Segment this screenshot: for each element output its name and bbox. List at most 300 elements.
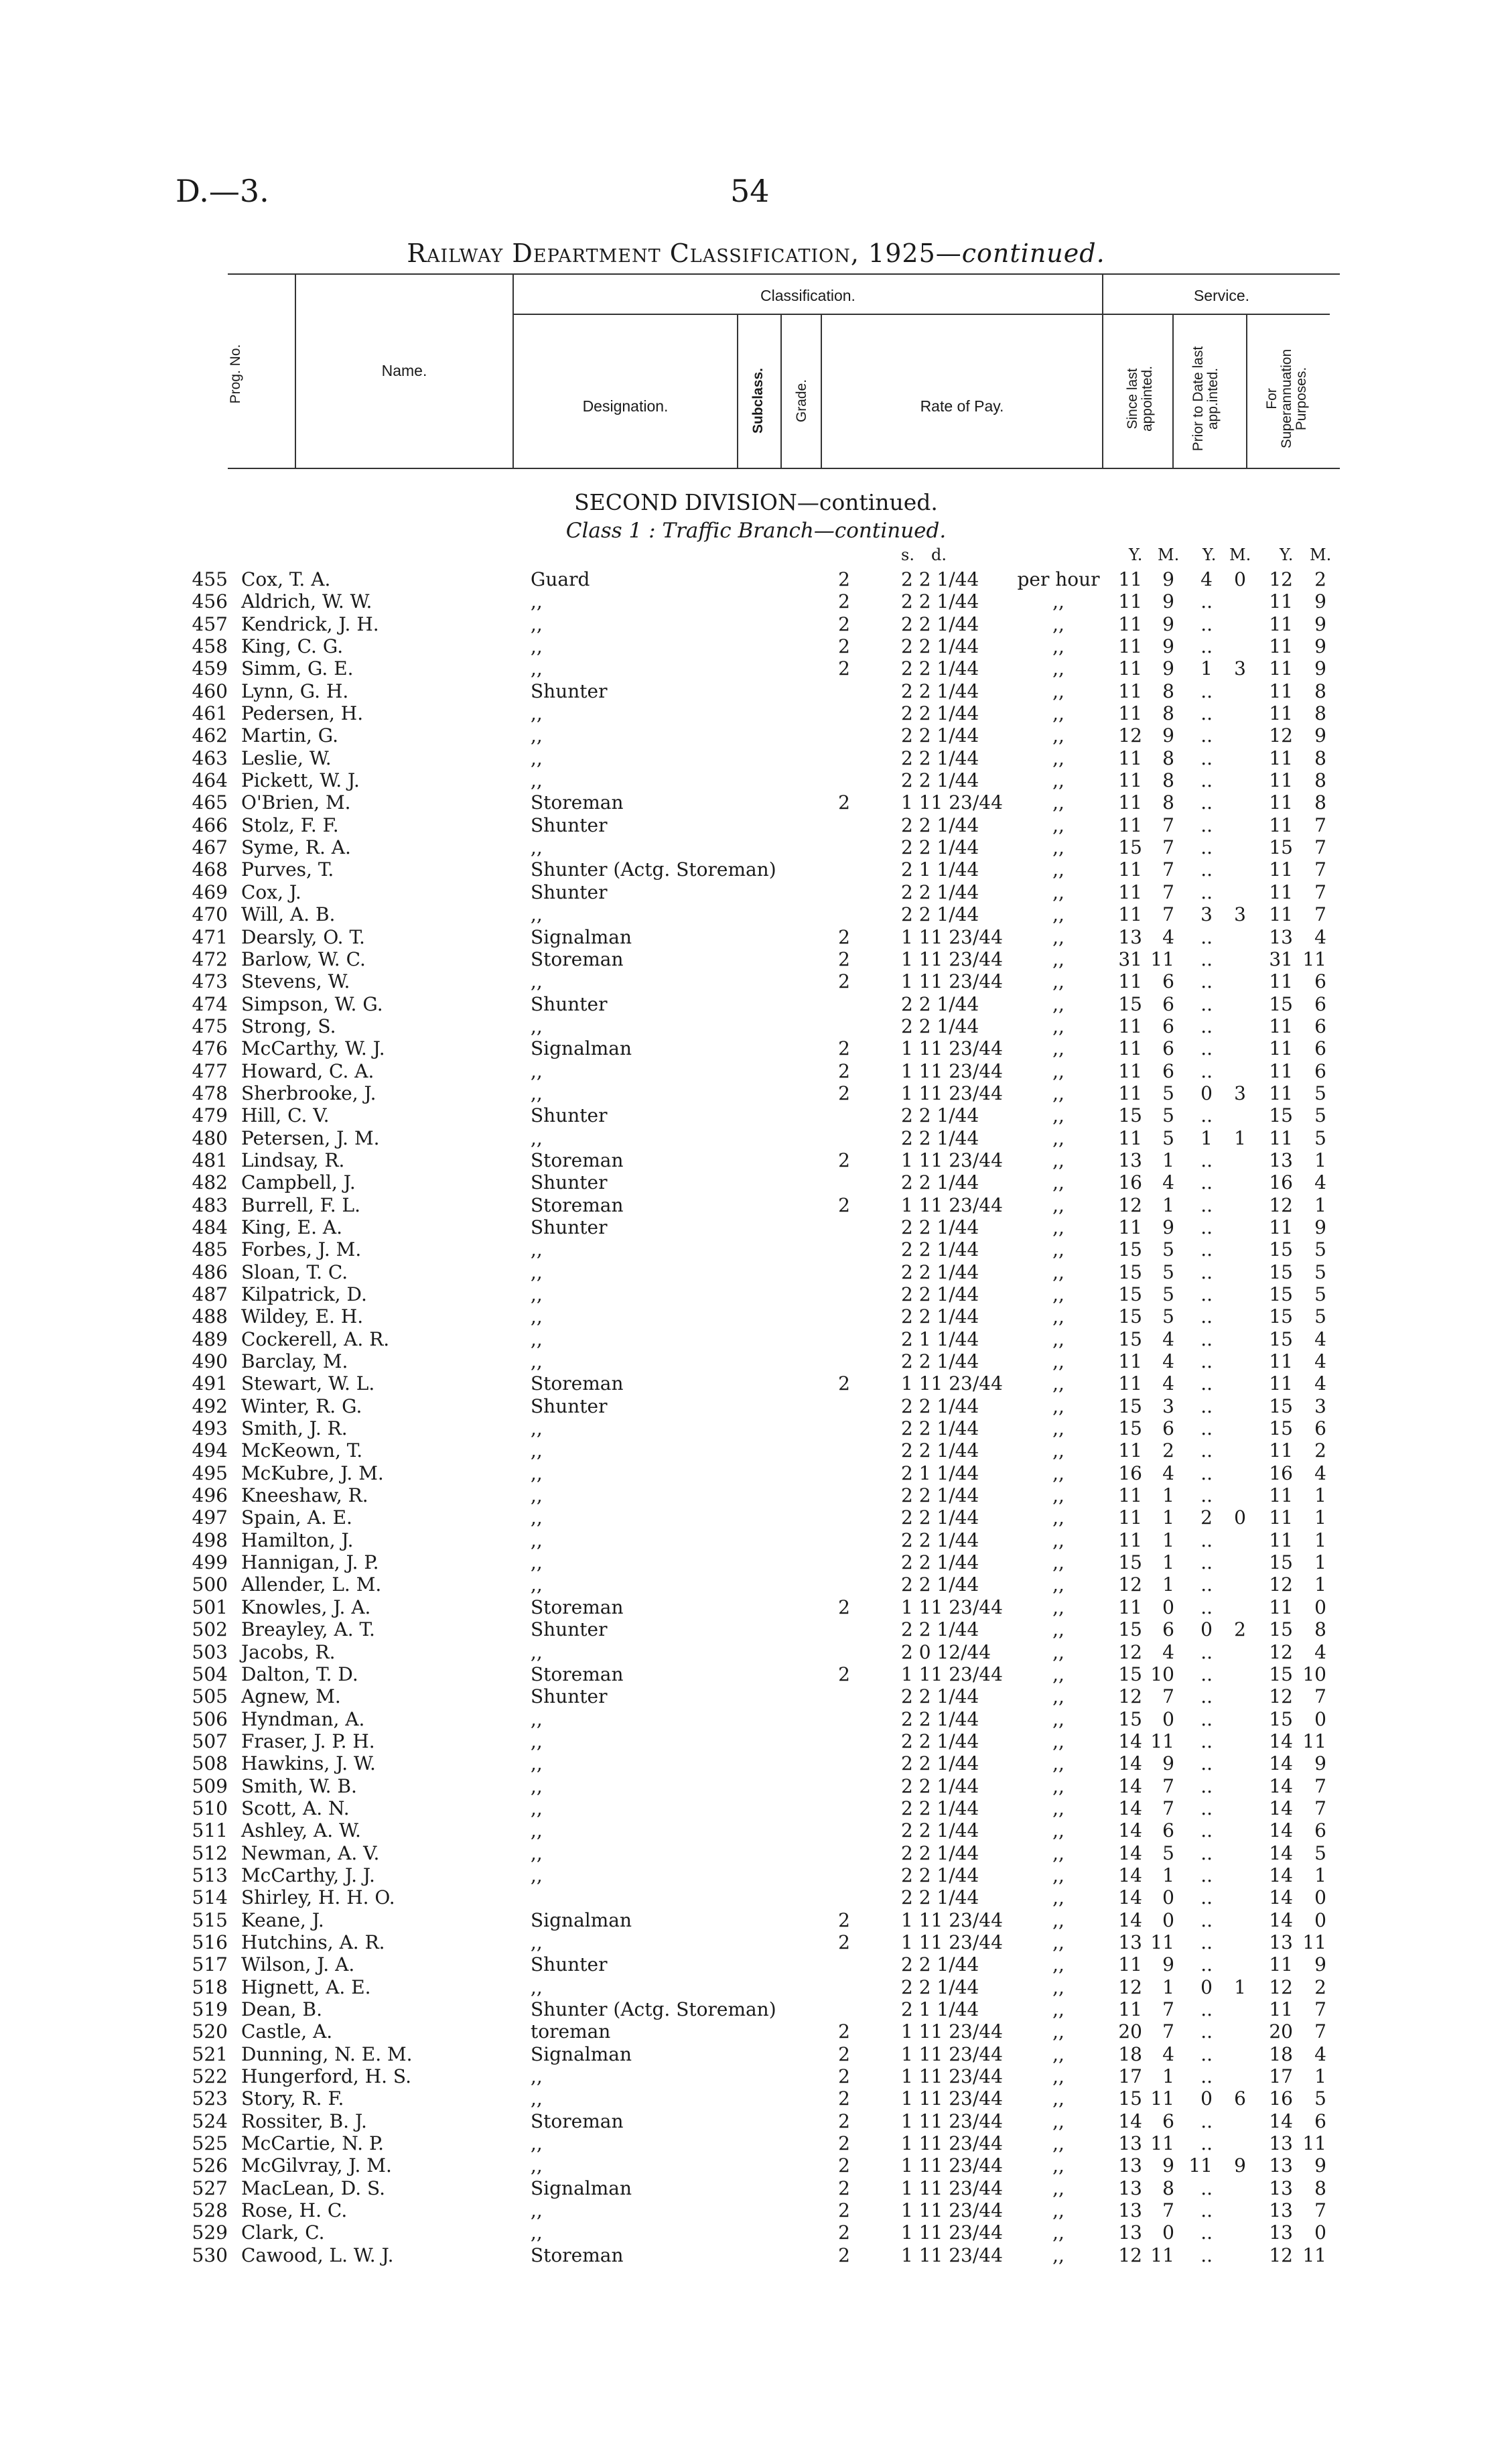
- pay-period: ,,: [1052, 1931, 1064, 1953]
- prior-years: 2: [1200, 1506, 1213, 1529]
- since-appointed-years: 11: [1118, 1126, 1142, 1149]
- since-appointed-years: 13: [1118, 2177, 1142, 2199]
- super-years: 11: [1269, 679, 1293, 702]
- prior-years: ..: [1200, 724, 1213, 747]
- since-appointed-months: 3: [1162, 1395, 1174, 1417]
- super-months: 4: [1314, 1640, 1326, 1663]
- pay-period: ,,: [1052, 1506, 1064, 1529]
- prior-years: ..: [1200, 836, 1213, 859]
- super-months: 8: [1314, 769, 1326, 792]
- super-years: 11: [1269, 1216, 1293, 1238]
- super-years: 13: [1269, 1149, 1293, 1171]
- employee-name: Winter, R. G.: [241, 1395, 362, 1417]
- table-row: [0, 1417, 1512, 1439]
- since-appointed-months: 7: [1162, 1797, 1174, 1819]
- pay-period: ,,: [1052, 2020, 1064, 2043]
- super-months: 11: [1302, 2244, 1326, 2266]
- since-appointed-years: 11: [1118, 1037, 1142, 1060]
- designation-header: Designation.: [582, 397, 669, 415]
- since-appointed-years: 11: [1118, 903, 1142, 926]
- employee-name: Cox, J.: [241, 881, 301, 903]
- employee-name: Martin, G.: [241, 724, 339, 747]
- super-years: 11: [1269, 590, 1293, 613]
- super-months: 4: [1314, 1171, 1326, 1194]
- prior-years: ..: [1200, 1484, 1213, 1507]
- employee-name: Hungerford, H. S.: [241, 2065, 411, 2088]
- super-months: 1: [1314, 1484, 1326, 1507]
- prog-no: 504: [192, 1663, 228, 1685]
- designation: ,,: [531, 903, 543, 926]
- employee-name: Shirley, H. H. O.: [241, 1886, 395, 1909]
- table-row: [0, 1462, 1512, 1484]
- table-row: [0, 1305, 1512, 1327]
- prior-months: 1: [1234, 1126, 1246, 1149]
- since-appointed-years: 11: [1118, 1596, 1142, 1618]
- name-header: Name.: [381, 362, 427, 379]
- super-months: 4: [1314, 2043, 1326, 2065]
- designation: Shunter (Actg. Storeman): [531, 858, 776, 881]
- designation: ,,: [531, 1417, 543, 1440]
- since-appointed-years: 15: [1118, 1327, 1142, 1350]
- rate-of-pay: 2 0 12/44: [901, 1640, 991, 1663]
- since-appointed-years: 11: [1118, 1015, 1142, 1037]
- super-months: 0: [1314, 1596, 1326, 1618]
- prior-years: ..: [1200, 590, 1213, 613]
- since-appointed-months: 8: [1162, 747, 1174, 769]
- unit-pence: d.: [931, 545, 947, 564]
- employee-name: Hannigan, J. P.: [241, 1551, 379, 1574]
- super-years: 13: [1269, 1931, 1293, 1953]
- since-appointed-years: 11: [1118, 1216, 1142, 1238]
- prior-years: ..: [1200, 1260, 1213, 1283]
- employee-name: Dunning, N. E. M.: [241, 2043, 413, 2065]
- table-row: [0, 2110, 1512, 2132]
- since-appointed-months: 9: [1162, 590, 1174, 613]
- super-months: 5: [1314, 2087, 1326, 2110]
- since-appointed-years: 14: [1118, 1752, 1142, 1775]
- pay-period: ,,: [1052, 1417, 1064, 1440]
- since-appointed-years: 13: [1118, 2221, 1142, 2244]
- super-years: 14: [1269, 2110, 1293, 2132]
- super-months: 9: [1314, 724, 1326, 747]
- employee-name: Dean, B.: [241, 1998, 323, 2020]
- table-row: [0, 1216, 1512, 1238]
- super-months: 5: [1314, 1082, 1326, 1104]
- super-years: 11: [1269, 1015, 1293, 1037]
- prog-no: 461: [192, 702, 228, 725]
- since-appointed-months: 6: [1162, 1417, 1174, 1440]
- prog-no: 460: [192, 679, 228, 702]
- designation: Shunter: [531, 1171, 608, 1194]
- header-divider: [1246, 314, 1247, 469]
- super-years: 12: [1269, 1193, 1293, 1216]
- designation: ,,: [531, 1059, 543, 1082]
- super-years: 11: [1269, 903, 1293, 926]
- subclass: 2: [838, 1037, 850, 1060]
- rate-of-pay: 2 2 1/44: [901, 1126, 979, 1149]
- table-row: [0, 1931, 1512, 1953]
- since-appointed-years: 12: [1118, 2244, 1142, 2266]
- pay-period: ,,: [1052, 2110, 1064, 2132]
- since-appointed-years: 13: [1118, 2132, 1142, 2155]
- super-years: 13: [1269, 2221, 1293, 2244]
- super-months: 2: [1314, 568, 1326, 590]
- employee-name: Smith, J. R.: [241, 1417, 348, 1440]
- prog-no: 486: [192, 1260, 228, 1283]
- prog-no: 479: [192, 1104, 228, 1127]
- header-divider: [780, 314, 782, 469]
- pay-period: ,,: [1052, 1462, 1064, 1484]
- prog-no: 518: [192, 1975, 228, 1998]
- rate-of-pay: 2 2 1/44: [901, 679, 979, 702]
- employee-name: Cockerell, A. R.: [241, 1327, 390, 1350]
- since-appointed-years: 14: [1118, 1864, 1142, 1886]
- prog-no: 498: [192, 1529, 228, 1551]
- pay-period: ,,: [1052, 1998, 1064, 2020]
- table-row: [0, 724, 1512, 747]
- since-appointed-years: 13: [1118, 2199, 1142, 2222]
- designation: ,,: [531, 1260, 543, 1283]
- table-row: [0, 814, 1512, 836]
- super-months: 7: [1314, 903, 1326, 926]
- table-row: [0, 2020, 1512, 2043]
- table-header: [228, 273, 1340, 469]
- prior-years: ..: [1200, 1372, 1213, 1395]
- table-row: [0, 680, 1512, 702]
- super-years: 11: [1269, 1082, 1293, 1104]
- table-row: [0, 1060, 1512, 1082]
- since-appointed-years: 11: [1118, 814, 1142, 836]
- super-months: 5: [1314, 1841, 1326, 1864]
- prior-years: 4: [1200, 568, 1213, 590]
- super-months: 7: [1314, 814, 1326, 836]
- rate-of-pay: 2 2 1/44: [901, 1305, 979, 1328]
- pay-period: ,,: [1052, 657, 1064, 680]
- designation: ,,: [531, 1350, 543, 1373]
- employee-name: Forbes, J. M.: [241, 1238, 362, 1261]
- employee-name: Stevens, W.: [241, 970, 350, 993]
- designation: Shunter: [531, 1953, 608, 1976]
- super-months: 4: [1314, 1327, 1326, 1350]
- since-appointed-years: 13: [1118, 1149, 1142, 1171]
- super-years: 14: [1269, 1752, 1293, 1775]
- designation: Shunter: [531, 1104, 608, 1127]
- table-row: [0, 2132, 1512, 2154]
- table-row: [0, 1171, 1512, 1193]
- employee-name: Stolz, F. F.: [241, 814, 339, 836]
- employee-name: Simm, G. E.: [241, 657, 354, 680]
- prog-no: 478: [192, 1082, 228, 1104]
- rate-of-pay: 1 11 23/44: [901, 970, 1003, 993]
- since-appointed-months: 7: [1162, 881, 1174, 903]
- table-row: [0, 1238, 1512, 1260]
- table-row: [0, 1082, 1512, 1104]
- table-row: [0, 613, 1512, 635]
- prog-no: 512: [192, 1841, 228, 1864]
- rate-of-pay: 2 2 1/44: [901, 1707, 979, 1730]
- employee-name: King, C. G.: [241, 635, 344, 658]
- since-appointed-months: 7: [1162, 903, 1174, 926]
- since-appointed-years: 11: [1118, 747, 1142, 769]
- since-appointed-years: 15: [1118, 1663, 1142, 1685]
- rate-of-pay: 1 11 23/44: [901, 2087, 1003, 2110]
- prog-no: 474: [192, 992, 228, 1015]
- table-row: [0, 1127, 1512, 1149]
- super-years: 14: [1269, 1886, 1293, 1909]
- super-months: 6: [1314, 992, 1326, 1015]
- table-row: [0, 1194, 1512, 1216]
- employee-name: Fraser, J. P. H.: [241, 1730, 375, 1752]
- prior-years: ..: [1200, 1797, 1213, 1819]
- prog-no: 503: [192, 1640, 228, 1663]
- rate-of-pay: 2 1 1/44: [901, 1998, 979, 2020]
- prog-no: 491: [192, 1372, 228, 1395]
- prior-years: ..: [1200, 1395, 1213, 1417]
- prior-years: ..: [1200, 1238, 1213, 1261]
- subclass: 2: [838, 1372, 850, 1395]
- classification-header: Classification.: [760, 287, 855, 304]
- rate-of-pay: 1 11 23/44: [901, 1059, 1003, 1082]
- designation: ,,: [531, 1975, 543, 1998]
- prog-no: 459: [192, 657, 228, 680]
- designation: ,,: [531, 1126, 543, 1149]
- table-row: [0, 747, 1512, 769]
- designation: ,,: [531, 1529, 543, 1551]
- table-row: [0, 635, 1512, 657]
- employee-name: Pickett, W. J.: [241, 769, 360, 792]
- subclass: 2: [838, 2244, 850, 2266]
- designation: ,,: [531, 1819, 543, 1842]
- super-months: 7: [1314, 836, 1326, 859]
- designation: ,,: [531, 1774, 543, 1797]
- designation: Guard: [531, 568, 590, 590]
- prog-no: 500: [192, 1573, 228, 1596]
- prior-years: ..: [1200, 970, 1213, 993]
- employee-name: King, E. A.: [241, 1216, 342, 1238]
- super-years: 13: [1269, 2132, 1293, 2155]
- prog-no: 514: [192, 1886, 228, 1909]
- pay-period: ,,: [1052, 1864, 1064, 1886]
- prog-no-header: Prog. No.: [228, 344, 243, 404]
- rate-of-pay: 2 2 1/44: [901, 590, 979, 613]
- super-years: 13: [1269, 2177, 1293, 2199]
- prior-years: ..: [1200, 1529, 1213, 1551]
- employee-name: Dalton, T. D.: [241, 1663, 358, 1685]
- super-months: 5: [1314, 1283, 1326, 1305]
- prog-no: 471: [192, 925, 228, 948]
- prog-no: 477: [192, 1059, 228, 1082]
- super-years: 14: [1269, 1730, 1293, 1752]
- since-appointed-years: 12: [1118, 1193, 1142, 1216]
- employee-name: Hignett, A. E.: [241, 1975, 371, 1998]
- super-months: 6: [1314, 1015, 1326, 1037]
- super-months: 4: [1314, 1372, 1326, 1395]
- super-years: 15: [1269, 1707, 1293, 1730]
- super-years: 15: [1269, 1283, 1293, 1305]
- super-months: 1: [1314, 2065, 1326, 2088]
- super-months: 8: [1314, 679, 1326, 702]
- rate-of-pay: 2 2 1/44: [901, 1953, 979, 1976]
- employee-name: McCarthy, W. J.: [241, 1037, 385, 1060]
- since-appointed-years: 14: [1118, 1908, 1142, 1931]
- rate-of-pay: 2 2 1/44: [901, 1752, 979, 1775]
- prog-no: 485: [192, 1238, 228, 1261]
- super-months: 6: [1314, 1819, 1326, 1842]
- super-years: 11: [1269, 1037, 1293, 1060]
- pay-period: ,,: [1052, 1015, 1064, 1037]
- since-appointed-years: 15: [1118, 1104, 1142, 1127]
- since-appointed-months: 5: [1162, 1126, 1174, 1149]
- since-appointed-years: 12: [1118, 1975, 1142, 1998]
- rate-of-pay: 1 11 23/44: [901, 1596, 1003, 1618]
- employee-name: Simpson, W. G.: [241, 992, 383, 1015]
- employee-name: Barlow, W. C.: [241, 948, 366, 970]
- prog-no: 488: [192, 1305, 228, 1328]
- subclass: 2: [838, 568, 850, 590]
- subclass: 2: [838, 1059, 850, 1082]
- since-appointed-months: 8: [1162, 791, 1174, 814]
- employee-name: Purves, T.: [241, 858, 334, 881]
- prog-no: 508: [192, 1752, 228, 1775]
- pay-period: ,,: [1052, 1841, 1064, 1864]
- designation: ,,: [531, 1439, 543, 1462]
- rate-of-pay: 1 11 23/44: [901, 2043, 1003, 2065]
- table-row: [0, 1663, 1512, 1685]
- table-row: [0, 1618, 1512, 1640]
- since-appointed-years: 11: [1118, 1082, 1142, 1104]
- header-group-rule: [512, 314, 1330, 315]
- super-years: 16: [1269, 2087, 1293, 2110]
- since-appointed-years: 15: [1118, 1305, 1142, 1328]
- pay-period: ,,: [1052, 903, 1064, 926]
- rate-of-pay: 2 2 1/44: [901, 1216, 979, 1238]
- prog-no: 506: [192, 1707, 228, 1730]
- since-appointed-years: 14: [1118, 2110, 1142, 2132]
- designation: ,,: [531, 657, 543, 680]
- designation: ,,: [531, 724, 543, 747]
- prog-no: 472: [192, 948, 228, 970]
- prior-years: ..: [1200, 769, 1213, 792]
- designation: ,,: [531, 612, 543, 635]
- since-appointed-years: 13: [1118, 2154, 1142, 2177]
- pay-period: ,,: [1052, 791, 1064, 814]
- unit-years: Y.: [1202, 545, 1217, 564]
- super-months: 9: [1314, 1216, 1326, 1238]
- super-months: 7: [1314, 1685, 1326, 1708]
- pay-period: ,,: [1052, 1819, 1064, 1842]
- prior-years: 1: [1200, 657, 1213, 680]
- pay-period: ,,: [1052, 1395, 1064, 1417]
- rate-of-pay: 2 2 1/44: [901, 1484, 979, 1507]
- pay-period: ,,: [1052, 724, 1064, 747]
- super-years: 11: [1269, 970, 1293, 993]
- pay-period: ,,: [1052, 858, 1064, 881]
- super-years: 11: [1269, 1439, 1293, 1462]
- table-row: [0, 1573, 1512, 1596]
- designation: ,,: [531, 1015, 543, 1037]
- super-years: 14: [1269, 1908, 1293, 1931]
- prior-years: ..: [1200, 1462, 1213, 1484]
- designation: ,,: [531, 1931, 543, 1953]
- super-months: 7: [1314, 2020, 1326, 2043]
- prior-years: ..: [1200, 925, 1213, 948]
- since-appointed-years: 16: [1118, 1171, 1142, 1194]
- designation: ,,: [531, 1797, 543, 1819]
- table-row: [0, 1484, 1512, 1506]
- employee-name: Castle, A.: [241, 2020, 333, 2043]
- employee-name: MacLean, D. S.: [241, 2177, 386, 2199]
- since-appointed-months: 1: [1162, 1975, 1174, 1998]
- prior-years: ..: [1200, 1193, 1213, 1216]
- rate-of-pay: 1 11 23/44: [901, 791, 1003, 814]
- prog-no: 463: [192, 747, 228, 769]
- employee-name: Cawood, L. W. J.: [241, 2244, 394, 2266]
- since-appointed-years: 11: [1118, 1350, 1142, 1373]
- table-row: [0, 1506, 1512, 1529]
- designation: ,,: [531, 1640, 543, 1663]
- prior-years: ..: [1200, 881, 1213, 903]
- subclass: 2: [838, 2087, 850, 2110]
- super-months: 8: [1314, 791, 1326, 814]
- since-appointed-years: 11: [1118, 568, 1142, 590]
- super-years: 11: [1269, 814, 1293, 836]
- prior-years: ..: [1200, 679, 1213, 702]
- rate-of-pay: 2 1 1/44: [901, 858, 979, 881]
- prog-no: 480: [192, 1126, 228, 1149]
- super-months: 11: [1302, 2132, 1326, 2155]
- employee-name: Burrell, F. L.: [241, 1193, 361, 1216]
- prior-years: ..: [1200, 1439, 1213, 1462]
- since-appointed-years: 11: [1118, 970, 1142, 993]
- employee-name: Hawkins, J. W.: [241, 1752, 376, 1775]
- employee-name: Hyndman, A.: [241, 1707, 365, 1730]
- table-row: [0, 1998, 1512, 2020]
- prior-years: ..: [1200, 1819, 1213, 1842]
- pay-period: ,,: [1052, 2043, 1064, 2065]
- prog-no: 469: [192, 881, 228, 903]
- pay-period: ,,: [1052, 2132, 1064, 2155]
- table-row: [0, 1909, 1512, 1931]
- super-years: 14: [1269, 1864, 1293, 1886]
- super-years: 12: [1269, 568, 1293, 590]
- since-appointed-years: 11: [1118, 858, 1142, 881]
- employee-name: Will, A. B.: [241, 903, 336, 926]
- rate-of-pay: 1 11 23/44: [901, 1908, 1003, 1931]
- since-appointed-months: 7: [1162, 814, 1174, 836]
- prog-no: 526: [192, 2154, 228, 2177]
- prog-no: 510: [192, 1797, 228, 1819]
- since-appointed-months: 1: [1162, 1864, 1174, 1886]
- subclass: 2: [838, 1663, 850, 1685]
- subclass: 2: [838, 925, 850, 948]
- since-appointed-months: 4: [1162, 1372, 1174, 1395]
- table-row: [0, 2065, 1512, 2087]
- since-appointed-months: 4: [1162, 1640, 1174, 1663]
- employee-name: Wilson, J. A.: [241, 1953, 355, 1976]
- since-appointed-years: 16: [1118, 1462, 1142, 1484]
- rate-of-pay: 2 2 1/44: [901, 568, 979, 590]
- super-years: 11: [1269, 1529, 1293, 1551]
- prior-years: ..: [1200, 791, 1213, 814]
- table-row: [0, 948, 1512, 970]
- designation: toreman: [531, 2020, 611, 2043]
- prog-no: 497: [192, 1506, 228, 1529]
- employee-name: Hill, C. V.: [241, 1104, 330, 1127]
- rate-of-pay: 2 2 1/44: [901, 1283, 979, 1305]
- subclass: 2: [838, 657, 850, 680]
- super-months: 1: [1314, 1864, 1326, 1886]
- pay-period: ,,: [1052, 1685, 1064, 1708]
